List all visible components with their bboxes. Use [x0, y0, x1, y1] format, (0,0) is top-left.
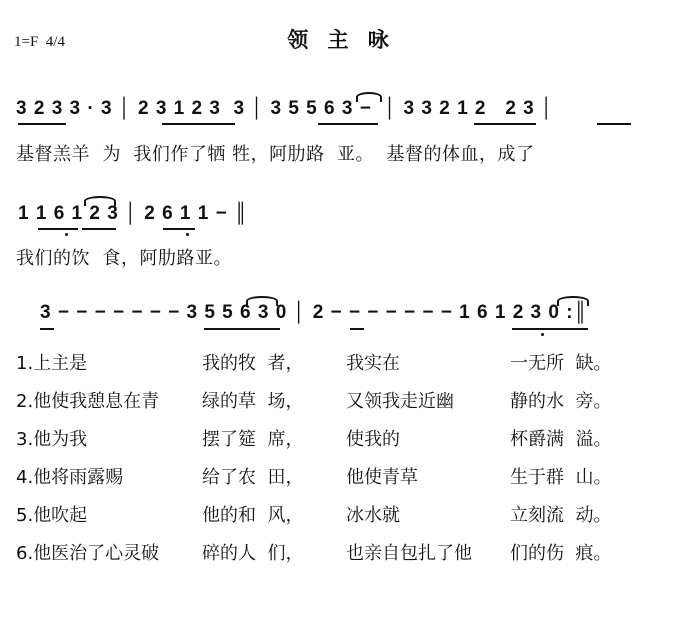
verse-phrase-4: 生于群 山。: [510, 467, 612, 488]
verse-phrase-4: 们的伤 痕。: [510, 543, 612, 564]
notation-line-1: 3 2 3 3 · 3 │ 2 3 1 2 3 3 │ 3 5 5 6 3 − │ 3 3 2 1 2 2 3 │: [16, 98, 554, 119]
underline: [318, 123, 378, 125]
lyrics-line-1: 基督羔羊 为 我们作了牺 牲，阿肋路 亚。 基督的体血，成了: [16, 144, 535, 165]
verse-phrase-3: 也亲自包扎了他: [346, 543, 472, 564]
verse-phrase-1: 1.上主是: [16, 353, 88, 374]
verse-phrase-2: 绿的草 场，: [202, 391, 304, 412]
underline: [474, 123, 536, 125]
verse-phrase-3: 我实在: [346, 353, 400, 374]
verse-phrase-3: 冰水就: [346, 505, 400, 526]
verse-phrase-4: 一无所 缺。: [510, 353, 612, 374]
key-signature: 1=F 4/4: [14, 34, 65, 50]
notation-line-2: 1 1 6 1 2 3 │ 2 6 1 1 − ║: [18, 203, 249, 224]
verse-phrase-4: 静的水 旁。: [510, 391, 612, 412]
underline: [350, 328, 364, 330]
verse-phrase-4: 杯爵满 溢。: [510, 429, 612, 450]
low-octave-dot: [541, 333, 544, 336]
underline: [40, 328, 54, 330]
underline: [204, 328, 280, 330]
verse-phrase-3: 又领我走近幽: [346, 391, 454, 412]
verse-phrase-3: 使我的: [346, 429, 400, 450]
underline: [18, 123, 66, 125]
low-octave-dot: [186, 233, 189, 236]
verse-phrase-1: 5.他吹起: [16, 505, 88, 526]
slur: [246, 296, 278, 306]
verse-phrase-3: 他使青草: [346, 467, 418, 488]
verse-phrase-2: 摆了筵 席，: [202, 429, 304, 450]
slur: [84, 196, 116, 206]
lyrics-line-2: 我们的饮 食，阿肋路亚。: [16, 248, 232, 269]
underline: [82, 228, 116, 230]
verse-phrase-2: 他的和 风，: [202, 505, 304, 526]
underline: [195, 123, 235, 125]
verse-phrase-1: 4.他将雨露赐: [16, 467, 124, 488]
song-title: 领 主 咏: [287, 28, 395, 52]
verse-phrase-2: 给了农 田，: [202, 467, 304, 488]
notation-line-3: 3 − − − − − − − 3 5 5 6 3 0 │ 2 − − − − − − − 1 6 1 2 3 0 :║: [40, 302, 589, 323]
verse-phrase-1: 6.他医治了心灵破: [16, 543, 160, 564]
slur: [356, 92, 382, 102]
verse-phrase-1: 2.他使我憩息在青: [16, 391, 160, 412]
low-octave-dot: [65, 233, 68, 236]
underline: [512, 328, 588, 330]
underline: [163, 228, 195, 230]
verse-row: [16, 539, 612, 644]
underline: [597, 123, 631, 125]
underline: [38, 228, 78, 230]
verse-phrase-2: 我的牧 者，: [202, 353, 304, 374]
verse-phrase-2: 碎的人 们，: [202, 543, 304, 564]
verse-phrase-4: 立刻流 动。: [510, 505, 612, 526]
verse-phrase-1: 3.他为我: [16, 429, 88, 450]
slur: [557, 296, 589, 306]
